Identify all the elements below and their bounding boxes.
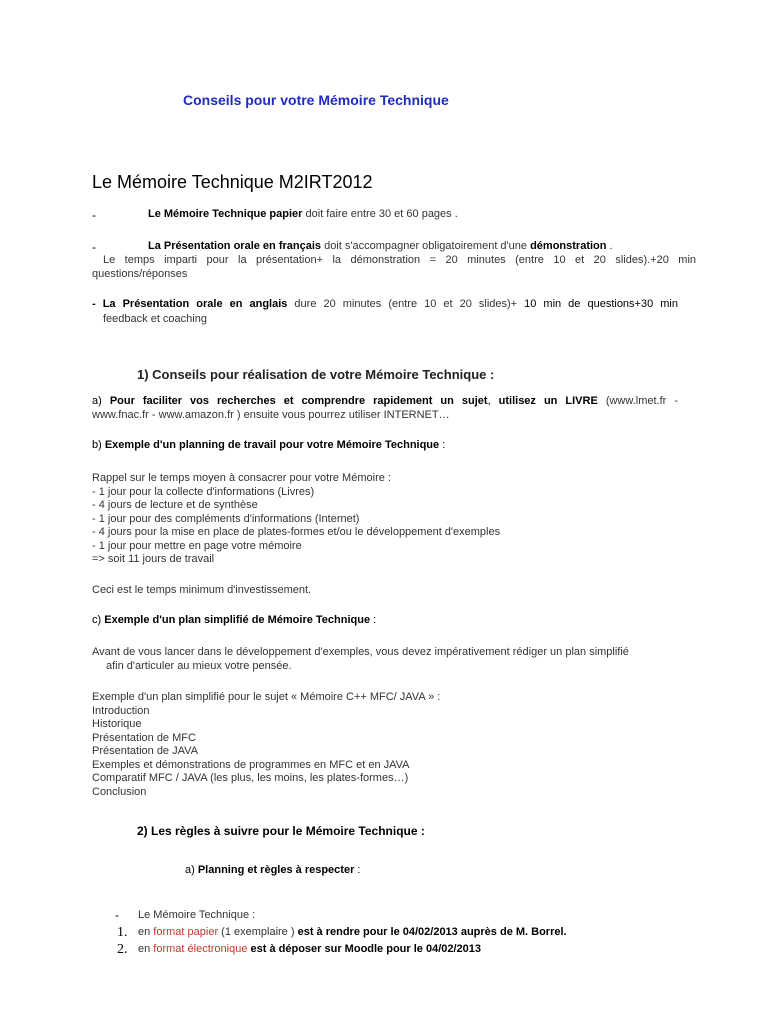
section-heading-2: 2) Les règles à suivre pour le Mémoire Technique : [137,824,425,838]
list-item: Introduction [92,704,150,717]
section-heading-1: 1) Conseils pour réalisation de votre Mémoire Technique : [137,367,495,382]
paragraph-a [92,395,678,409]
bullet-papier [148,208,458,222]
list-item: => soit 11 jours de travail [92,553,215,565]
bullet-orale-en [92,298,678,312]
bullet-text: doit faire entre 30 et 60 pages . [302,208,458,220]
list-item: - 1 jour pour mettre en page votre mémoire [92,539,302,552]
list-dash: - [115,908,119,922]
item-red-text: format papier [153,926,219,938]
para-text: : [370,614,377,626]
numbered-item-1-text [138,926,567,940]
list-item: Exemple d'un plan simplifié pour le sujet « Mémoire C++ MFC/ JAVA » : [92,691,441,703]
bullet-text-dark: 10 min de questions+30 min [524,298,678,310]
para-prefix: c) [92,614,105,626]
item-text: en [138,926,154,938]
plan-list [92,691,440,799]
bullet-text-2: . [606,240,613,252]
numbered-item-2 [117,940,128,958]
rappel-list [92,472,500,567]
list-item: Présentation de JAVA [92,745,198,757]
list-intro: Le Mémoire Technique : [138,909,256,921]
para-bold-2: utilisez un LIVRE [498,395,598,407]
list-item: Comparatif MFC / JAVA (les plus, les moins, les plates-formes…) [92,772,409,784]
para-bold: Exemple d'un plan simplifié de Mémoire Technique [104,614,371,626]
bullet-bold: Le Mémoire Technique papier [148,208,303,220]
item-text: en [138,943,154,955]
para-prefix: b) [92,439,105,451]
list-item: Historique [92,718,142,730]
list-item: Présentation de MFC [92,731,196,744]
main-heading: Le Mémoire Technique M2IRT2012 [92,172,373,192]
avant-line: afin d'articuler au mieux votre pensée. [106,660,292,672]
bullet-bold: Présentation orale en anglais [122,298,288,310]
numbered-item-2-text [138,943,481,957]
item-text: (1 exemplaire ) [218,926,298,938]
bullet-dash: - La [92,298,123,310]
bullet-bold-2: démonstration [530,240,607,252]
bullet-dash: - [92,240,96,254]
para-bold: Exemple d'un planning de travail pour votre Mémoire Technique [104,439,440,451]
list-item: Exemples et démonstrations de programmes en MFC et en JAVA [92,758,410,771]
bullet-text: doit s'accompagner obligatoirement d'une [321,240,531,252]
list-item: - 4 jours pour la mise en place de plates-formes et/ou le développement d'exemples [92,526,501,538]
bullet-text: dure 20 minutes (entre 10 et 20 slides)+ [287,298,525,310]
list-item: - 1 jour pour la collecte d'informations (Livres) [92,485,315,498]
list-item: Conclusion [92,785,147,798]
item-bold-text: est à déposer sur Moodle pour le 04/02/2013 [250,943,482,955]
ceci-line: Ceci est le temps minimum d'investissement. [92,584,312,596]
paragraph-c [92,614,376,628]
para-text: : [439,439,446,451]
avant-line: Avant de vous lancer dans le développement d'exemples, vous devez impérativement rédiger un plan simplifié [92,646,629,658]
item-bold-text: est à rendre pour le 04/02/2013 auprès de M. Borrel. [297,926,567,938]
para-text: , [487,395,499,407]
para-prefix: a) [92,395,110,407]
list-item: - 4 jours de lecture et de synthèse [92,499,258,511]
para-text: (www.lmet.fr - [597,395,678,407]
bullet-line: Le temps imparti pour la présentation+ la démonstration = 20 minutes (entre 10 et 20 slides).+20 min [103,254,696,266]
bullet-line: questions/réponses [92,268,188,280]
document-title: Conseils pour votre Mémoire Technique [183,92,449,108]
numbered-item-1 [117,923,128,941]
paragraph-b [92,439,445,453]
list-item: - 1 jour pour des compléments d'informations (Internet) [92,512,360,525]
bullet-bold: La Présentation orale en français [148,240,322,252]
para-text: : [354,864,361,876]
para-prefix: a) [185,864,198,876]
bullet-line: feedback et coaching [103,313,207,325]
item-number: 1. [117,925,128,940]
para-bold: Pour faciliter vos recherches et comprendre rapidement un sujet [109,395,488,407]
list-item: Rappel sur le temps moyen à consacrer pour votre Mémoire : [92,472,391,484]
bullet-dash: - [92,208,96,222]
item-red-text: format électronique [153,943,248,955]
paragraph-line: www.fnac.fr - www.amazon.fr ) ensuite vous pourrez utiliser INTERNET… [92,409,450,421]
bullet-orale-fr [148,240,613,254]
item-number: 2. [117,942,128,957]
sub-heading-a [185,864,360,878]
para-bold: Planning et règles à respecter [197,864,355,876]
